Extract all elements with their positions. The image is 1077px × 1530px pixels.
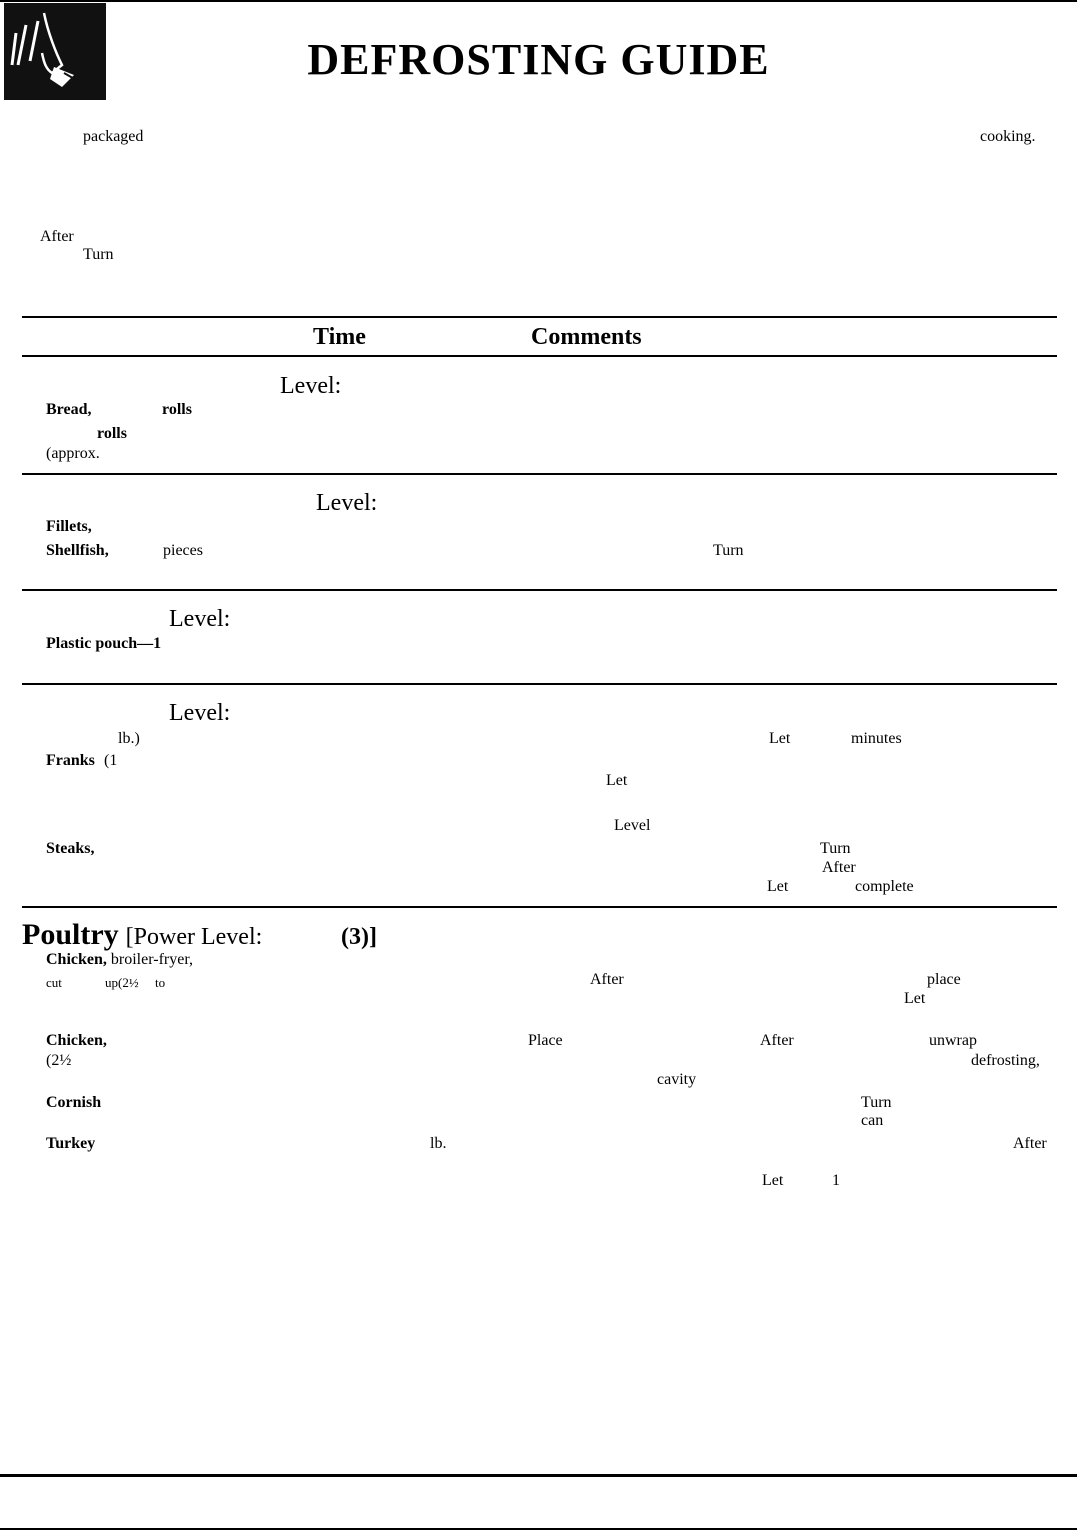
breads-item-approx: (approx.: [46, 445, 100, 462]
fruit-power-level: Level:: [169, 606, 231, 632]
poultry-comment-after: After: [590, 971, 624, 988]
meat-comment-turn: Turn: [820, 840, 851, 857]
meat-comment-level: Level: [614, 817, 651, 834]
poultry-item-chicken-broiler: [46, 951, 193, 969]
meat-item-lb: lb.): [118, 730, 140, 747]
meat-item-franks: Franks: [46, 752, 95, 769]
poultry-item-turkey: Turkey: [46, 1135, 96, 1152]
poultry-comment-can: can: [861, 1112, 884, 1129]
meat-item-steaks: Steaks,: [46, 840, 95, 857]
poultry-broiler-fryer: broiler-fryer,: [110, 951, 194, 968]
meat-comment-let-2: Let: [606, 772, 628, 789]
column-header-time: Time: [313, 324, 366, 350]
column-header-comments: Comments: [531, 324, 642, 350]
intro-word-turn: Turn: [83, 246, 114, 263]
fish-item-pieces: pieces: [163, 542, 203, 559]
meat-comment-complete: complete: [855, 878, 914, 895]
poultry-item-cornish: Cornish: [46, 1094, 102, 1111]
poultry-item-to: to: [155, 975, 166, 990]
fish-comment-turn: Turn: [713, 542, 744, 559]
poultry-comment-let: Let: [904, 990, 926, 1007]
fish-item-fillets: Fillets,: [46, 518, 92, 535]
poultry-comment-defrosting: defrosting,: [971, 1052, 1040, 1069]
poultry-comment-unwrap: unwrap: [929, 1032, 977, 1049]
poultry-item-cut: cut: [46, 975, 62, 990]
poultry-comment-one: 1: [832, 1172, 840, 1189]
poultry-item-up: up(2½: [105, 975, 139, 990]
meat-item-franks-qty: (1: [104, 752, 118, 769]
page-title: DEFROSTING GUIDE: [307, 35, 770, 84]
fish-power-level: Level:: [316, 490, 378, 516]
intro-word-after: After: [40, 228, 74, 245]
poultry-comment-after-2: After: [760, 1032, 794, 1049]
poultry-heading: [22, 918, 262, 952]
breads-item-rolls: rolls: [162, 401, 192, 418]
fish-item-shellfish: Shellfish,: [46, 542, 109, 559]
poultry-chicken-label: Chicken,: [46, 951, 107, 968]
poultry-comment-place: place: [927, 971, 961, 988]
breads-item-rolls-2: rolls: [97, 425, 127, 442]
intro-word-packaged: packaged: [83, 128, 144, 145]
poultry-heading-level-value: (3)]: [341, 924, 377, 950]
meat-comment-minutes: minutes: [851, 730, 902, 747]
poultry-comment-after-3: After: [1013, 1135, 1047, 1152]
breads-power-level: Level:: [280, 373, 342, 399]
meat-comment-let: Let: [769, 730, 791, 747]
poultry-comment-place-2: Place: [528, 1032, 563, 1049]
poultry-comment-cavity: cavity: [657, 1071, 697, 1088]
poultry-comment-let-2: Let: [762, 1172, 784, 1189]
poultry-item-chicken-weight: (2½: [46, 1052, 72, 1069]
fish-rule: [22, 589, 1057, 591]
poultry-heading-title: Poultry: [22, 918, 119, 951]
meat-comment-after: After: [822, 859, 856, 876]
bottom-rule: [0, 1474, 1077, 1477]
intro-word-cooking: cooking.: [980, 128, 1036, 145]
table-top-rule: [22, 316, 1057, 318]
column-header-rule: [22, 355, 1057, 357]
breads-item-bread: Bread,: [46, 401, 92, 418]
poultry-item-turkey-lb: lb.: [430, 1135, 447, 1152]
poultry-comment-turn: Turn: [861, 1094, 892, 1111]
meat-power-level: Level:: [169, 700, 231, 726]
fruit-rule: [22, 683, 1057, 685]
meat-rule: [22, 906, 1057, 908]
poultry-item-chicken-whole: Chicken,: [46, 1032, 107, 1049]
top-border: [0, 0, 1077, 2]
fruit-item-plastic-pouch: Plastic pouch—1: [46, 635, 162, 652]
meat-comment-let-3: Let: [767, 878, 789, 895]
breads-rule: [22, 473, 1057, 475]
poultry-heading-power-level: [Power Level:: [125, 924, 263, 950]
